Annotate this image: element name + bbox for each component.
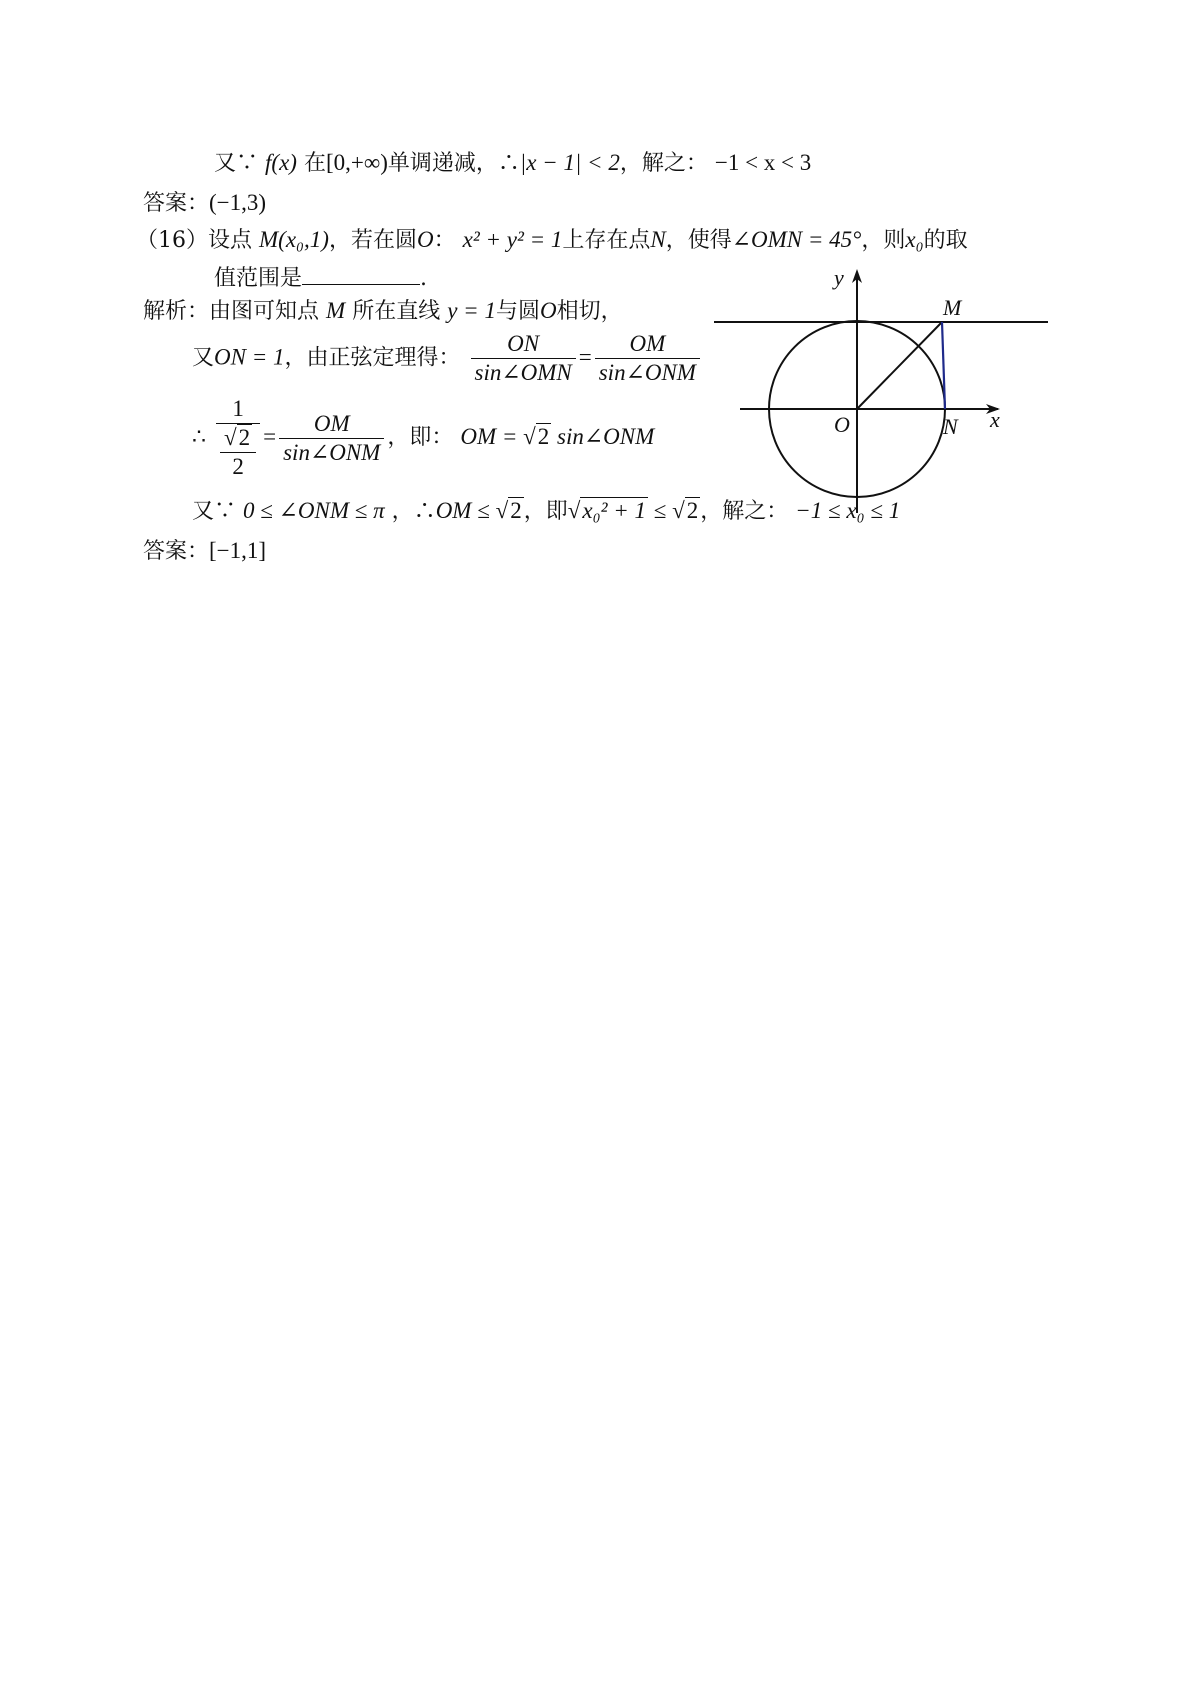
abs-inequality: |x − 1| < 2: [519, 150, 620, 175]
text: 的取: [923, 228, 968, 253]
answer-16: [143, 536, 266, 567]
label-n: N: [943, 414, 958, 439]
equals: =: [263, 424, 277, 449]
denominator: 2: [232, 454, 244, 479]
problem-16-blank-line: [214, 262, 427, 294]
om-inequality: OM ≤: [435, 498, 496, 523]
equals: =: [578, 344, 592, 370]
compound-denominator: [216, 424, 260, 481]
analysis-line-1: [143, 296, 623, 327]
answer-value: (−1,3): [209, 190, 267, 215]
fraction-on-sin-omn: [471, 330, 576, 387]
text: 上存在点: [562, 228, 651, 253]
text: ，若在圆: [328, 228, 417, 253]
numerator: 1: [216, 395, 260, 424]
text: ，则: [861, 228, 906, 253]
analysis-line-4: 又∵ 0 ≤ ∠ONM ≤ π ，∴OM ≤ √2，即√x₀² + 1 ≤ √2，解之： −1 ≤ x₀ ≤ 1: [192, 498, 901, 524]
text: 与圆: [495, 299, 540, 324]
line-monotonic: [214, 148, 811, 179]
answer-blank: [302, 262, 420, 285]
answer-15: [143, 188, 266, 219]
text: 所在直线: [352, 299, 441, 324]
text: 又∵: [192, 499, 237, 524]
interval: [0,+∞): [325, 150, 388, 175]
radicand: 2: [686, 498, 699, 523]
om-expression: OM =: [460, 424, 524, 449]
text: 在: [303, 151, 326, 176]
text: 相切，: [556, 299, 623, 324]
geometry-figure: [700, 265, 1060, 515]
text: ：: [433, 228, 456, 253]
fraction-one-over-root2-half: [216, 395, 260, 481]
segment-om: [857, 322, 942, 409]
circle-o: O: [539, 298, 557, 323]
problem-number: （16）: [136, 228, 208, 253]
text: ，解之：: [700, 499, 789, 524]
text: ，解之：: [619, 151, 708, 176]
text: 又: [192, 345, 215, 371]
label-m: M: [943, 295, 962, 320]
numerator: ON: [507, 331, 540, 356]
therefore-symbol: ∴: [192, 425, 206, 450]
text: ，即: [523, 499, 568, 524]
answer-label: 答案：: [143, 539, 210, 564]
therefore-symbol: ∴: [497, 151, 520, 176]
root2-over-2: $\frac{√2}{2}$: [220, 424, 256, 481]
point-m: M: [326, 298, 346, 323]
radicand: 2: [537, 424, 550, 449]
denominator: sin∠ONM: [598, 360, 696, 385]
radicand: x₀² + 1: [582, 498, 646, 523]
function-fx: f(x): [265, 150, 297, 175]
text: ，使得: [665, 228, 732, 253]
point-m: M(x₀,1): [259, 227, 329, 252]
circle-o: O: [416, 227, 434, 252]
text: ，由正弦定理得：: [284, 345, 461, 371]
text: 由图可知点: [209, 299, 320, 324]
denominator: sin∠OMN: [474, 360, 572, 385]
radicand: 2: [510, 498, 522, 523]
angle-condition: ∠OMN = 45°: [731, 227, 862, 252]
numerator: OM: [313, 410, 350, 436]
text: 值范围是: [214, 266, 303, 291]
less-equal: ≤: [647, 498, 673, 523]
result: −1 < x < 3: [714, 150, 812, 175]
text: 设点: [208, 228, 253, 253]
angle-range: 0 ≤ ∠ONM ≤ π: [243, 498, 385, 523]
answer-label: 答案：: [143, 191, 210, 216]
problem-16-statement: [136, 225, 968, 256]
result: −1 ≤ x₀ ≤ 1: [795, 498, 901, 523]
answer-value: [−1,1]: [209, 538, 267, 563]
fraction-om-sin-onm-2: [279, 410, 384, 467]
segment-mn: [942, 322, 945, 409]
variable-x0: x₀: [905, 227, 924, 252]
text: 单调递减，: [387, 151, 498, 176]
text: .: [420, 266, 428, 291]
analysis-line-2: [192, 330, 703, 387]
denominator: sin∠ONM: [283, 439, 381, 465]
numerator: OM: [629, 331, 666, 356]
circle-equation: x² + y² = 1: [462, 227, 563, 252]
point-n: N: [650, 227, 666, 252]
label-o: O: [834, 412, 850, 437]
label-y: y: [834, 265, 844, 290]
radicand: 2: [238, 425, 251, 450]
text: 又∵: [214, 151, 259, 176]
text: ，即：: [387, 425, 454, 450]
line-equation: y = 1: [447, 298, 496, 323]
label-x: x: [990, 407, 1000, 432]
analysis-line-3: ∴ $\frac{1}{\frac{√2}{2}}$ = $\frac{OM}{\text{sin∠ONM}}$ ，即： OM = √2 sin∠ONM: [192, 396, 655, 479]
sin-expression: sin∠ONM: [551, 424, 655, 449]
analysis-label: 解析：: [143, 299, 210, 324]
fraction-om-sin-onm: [595, 330, 700, 387]
text: ，∴: [391, 499, 436, 524]
equation: ON = 1: [214, 344, 285, 370]
